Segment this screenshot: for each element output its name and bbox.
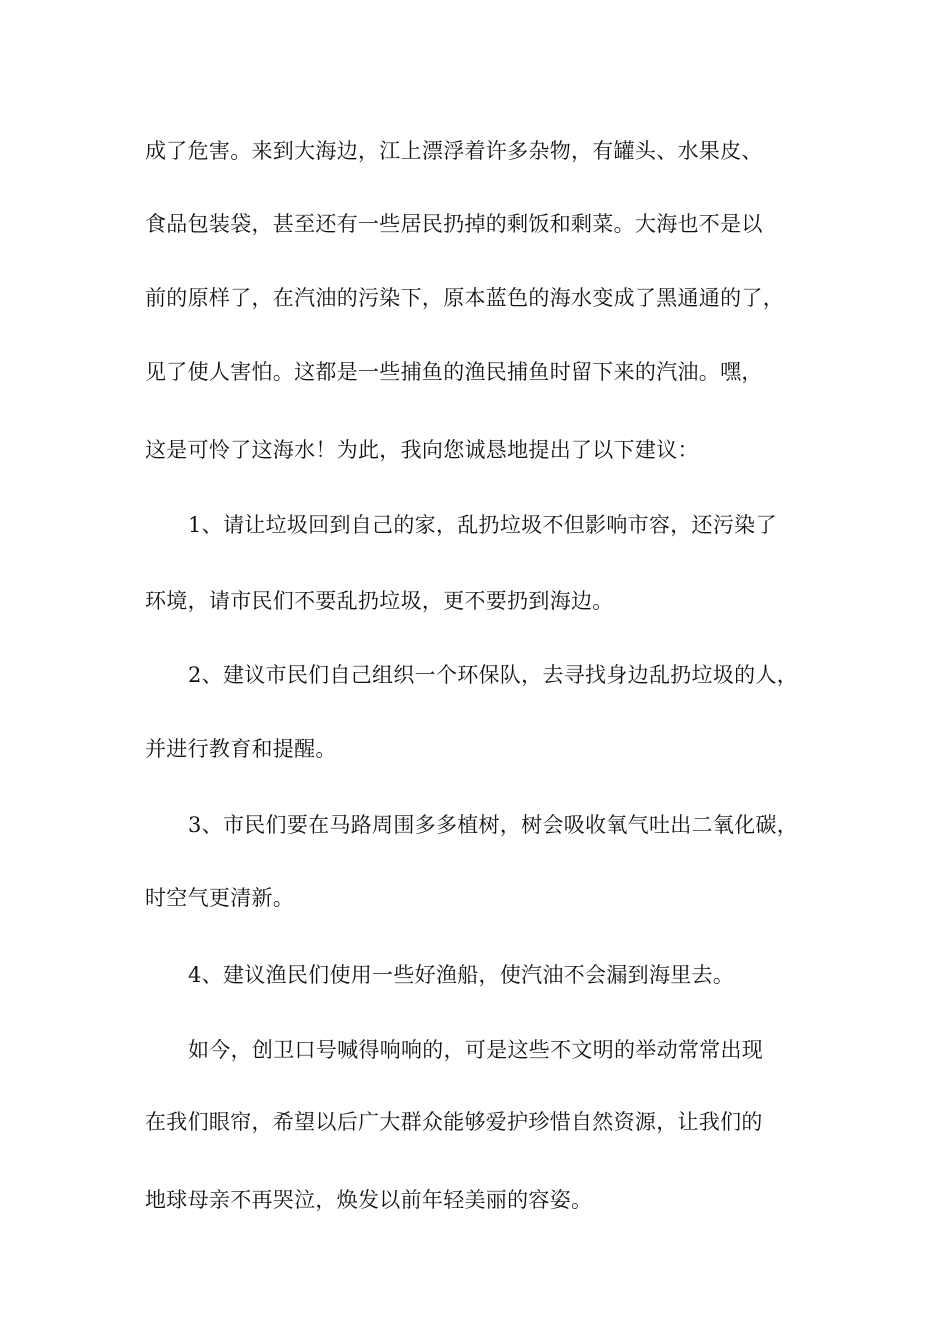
body-text-line: 时空气更清新。 [145,886,295,910]
closing-paragraph-start: 如今，创卫口号喊得响响的，可是这些不文明的举动常常出现 [188,1038,764,1062]
body-text-line: 食品包装袋，甚至还有一些居民扔掉的剩饭和剩菜。大海也不是以 [145,212,763,236]
body-text-line: 前的原样了，在汽油的污染下，原本蓝色的海水变成了黑通通的了， [145,286,784,310]
suggestion-item-1: 1、请让垃圾回到自己的家，乱扔垃圾不但影响市容，还污染了 [188,513,777,537]
body-text-line: 成了危害。来到大海边，江上漂浮着许多杂物，有罐头、水果皮、 [145,139,763,163]
suggestion-item-3: 3、市民们要在马路周围多多植树，树会吸收氧气吐出二氧化碳， [188,813,799,837]
suggestion-item-4: 4、建议渔民们使用一些好渔船，使汽油不会漏到海里去。 [188,963,735,987]
body-text-line: 见了使人害怕。这都是一些捕鱼的渔民捕鱼时留下来的汽油。嘿， [145,360,763,384]
body-text-line: 在我们眼帘，希望以后广大群众能够爱护珍惜自然资源，让我们的 [145,1110,763,1134]
body-text-line: 环境，请市民们不要乱扔垃圾，更不要扔到海边。 [145,589,614,613]
suggestion-item-2: 2、建议市民们自己组织一个环保队，去寻找身边乱扔垃圾的人， [188,663,799,687]
body-text-line: 地球母亲不再哭泣，焕发以前年轻美丽的容姿。 [145,1188,593,1212]
body-text-line: 并进行教育和提醒。 [145,737,337,761]
body-text-line: 这是可怜了这海水！为此，我向您诚恳地提出了以下建议： [145,438,699,462]
